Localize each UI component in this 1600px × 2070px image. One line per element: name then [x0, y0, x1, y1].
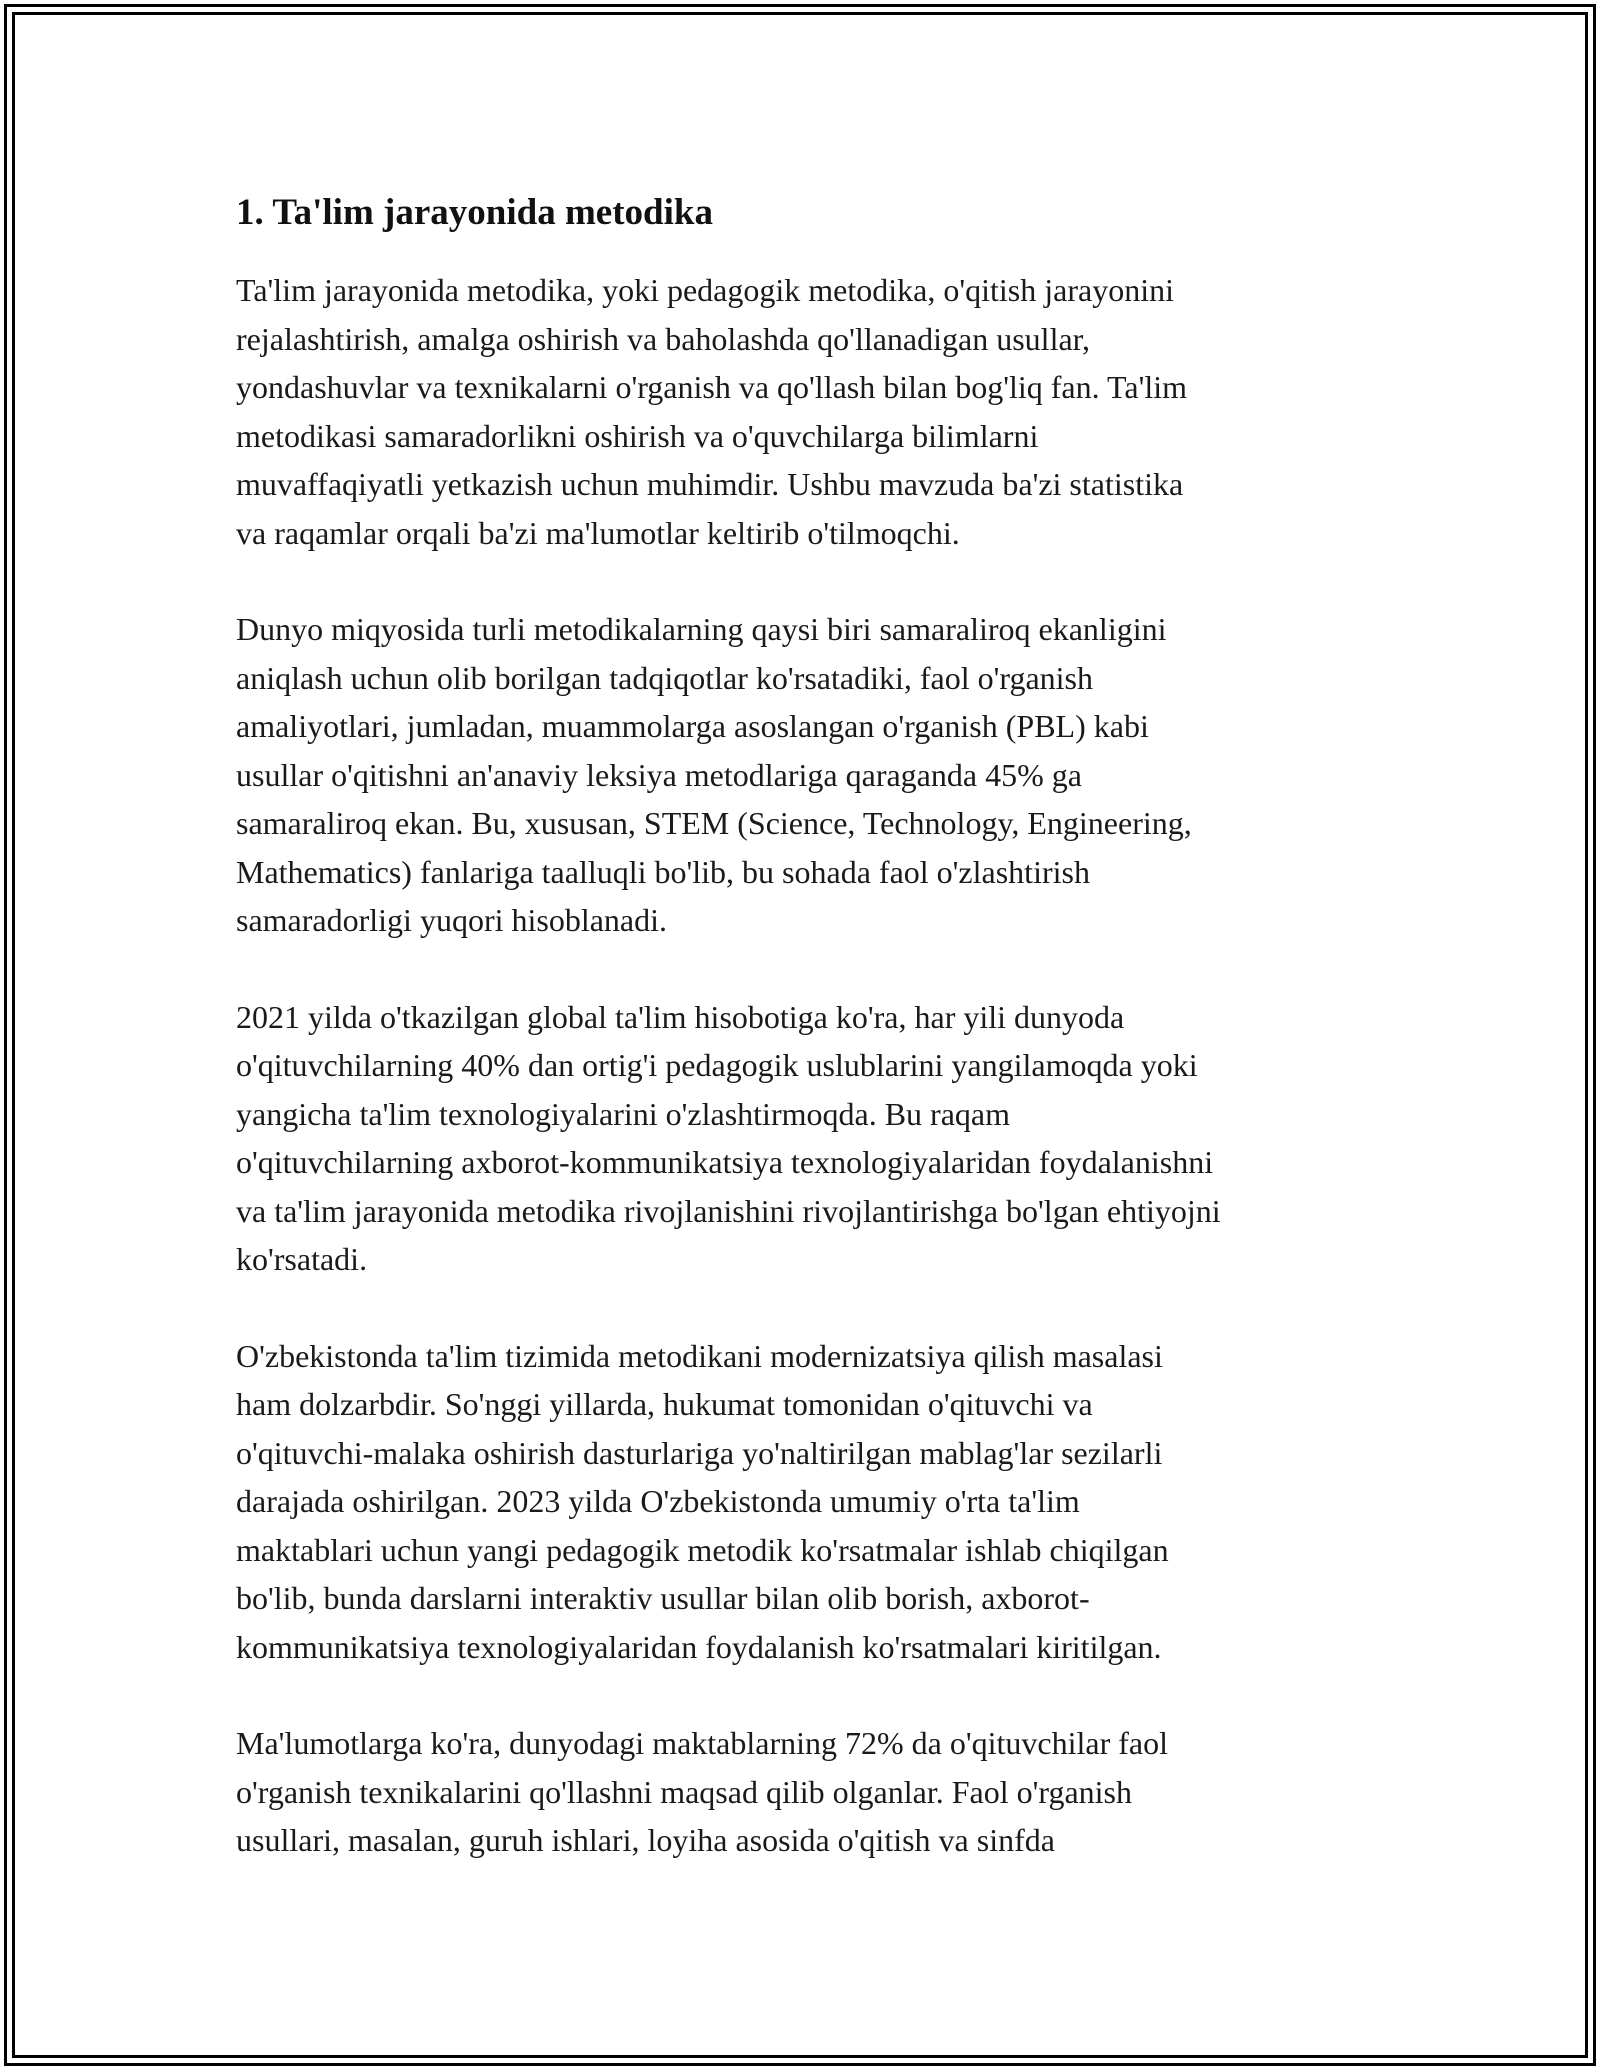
document-body: [236, 188, 1376, 1913]
paragraph-intro: Ta'lim jarayonida metodika, yoki pedagogik metodika, o'qitish jarayonini rejalashtirish, amalga oshirish va baholashda qo'llanadigan usullar, yondashuvlar va texnikalarni o'rganish va qo'llash bilan bog'liq fan. Ta'lim metodikasi samaradorlikni oshirish va o'quvchilarga bilimlarni muvaffaqiyatli yetkazish uchun muhimdir. Ushbu mavzuda ba'zi statistika va raqamlar orqali ba'zi ma'lumotlar keltirib o'tilmoqchi.: [236, 272, 1187, 551]
paragraph-2021-report: 2021 yilda o'tkazilgan global ta'lim hisobotiga ko'ra, har yili dunyoda o'qituvchilarning 40% dan ortig'i pedagogik uslublarini yangilamoqda yoki yangicha ta'lim texnologiyalarini o'zlashtirmoqda. Bu raqam o'qituvchilarning axborot-kommunikatsiya texnologiyalaridan foydalanishni va ta'lim jarayonida metodika rivojlanishini rivojlantirishga bo'lgan ehtiyojni ko'rsatadi.: [236, 998, 1221, 1277]
paragraph-active-learning: Ma'lumotlarga ko'ra, dunyodagi maktablarning 72% da o'qituvchilar faol o'rganish texnikalarini qo'llashni maqsad qilib olganlar. Faol o'rganish usullari, masalan, guruh ishlari, loyiha asosida o'qitish va sinfda: [236, 1725, 1169, 1858]
section-heading: 1. Ta'lim jarayonida metodika: [236, 192, 713, 233]
paragraph-global-research: Dunyo miqyosida turli metodikalarning qaysi biri samaraliroq ekanligini aniqlash uchun olib borilgan tadqiqotlar ko'rsatadiki, faol o'rganish amaliyotlari, jumladan, muammolarga asoslangan o'rganish (PBL) kabi usullar o'qitishni an'anaviy leksiya metodlariga qaraganda 45% ga samaraliroq ekan. Bu, xususan, STEM (Science, Technology, Engineering, Mathematics) fanlariga taalluqli bo'lib, bu sohada faol o'zlashtirish samaradorligi yuqori hisoblanadi.: [236, 611, 1192, 938]
paragraph-uzbekistan: O'zbekistonda ta'lim tizimida metodikani modernizatsiya qilish masalasi ham dolzarbdir. So'nggi yillarda, hukumat tomonidan o'qituvchi va o'qituvchi-malaka oshirish dasturlariga yo'naltirilgan mablag'lar sezilarli darajada oshirilgan. 2023 yilda O'zbekistonda umumiy o'rta ta'lim maktablari uchun yangi pedagogik metodik ko'rsatmalar ishlab chiqilgan bo'lib, bunda darslarni interaktiv usullar bilan olib borish, axborot- kommunikatsiya texnologiyalaridan foydalanish ko'rsatmalari kiritilgan.: [236, 1337, 1169, 1665]
